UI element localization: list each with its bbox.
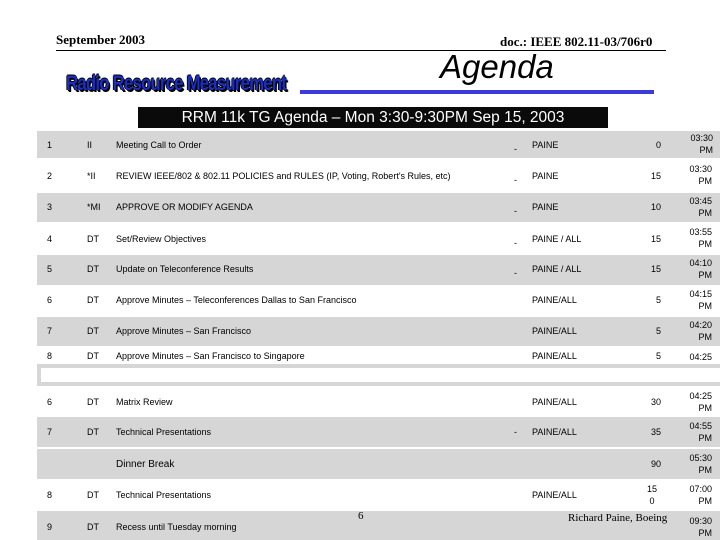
item-time: 05:30 PM <box>689 453 712 475</box>
item-duration: 90 <box>650 459 661 469</box>
item-number: 5 <box>47 264 53 274</box>
item-duration: 5 <box>655 351 661 361</box>
agenda-row <box>37 449 720 479</box>
item-type: *II <box>87 171 96 181</box>
item-presenter: PAINE <box>532 171 559 181</box>
item-title: Technical Presentations <box>116 490 212 500</box>
item-presenter: PAINE <box>532 202 559 212</box>
item-duration: 15 <box>650 234 661 244</box>
item-time: 04:15 PM <box>689 289 712 311</box>
agenda-row <box>37 255 720 285</box>
header-date: September 2003 <box>56 32 145 47</box>
item-time: 03:30 PM <box>690 133 713 155</box>
item-duration: 15 <box>650 171 661 181</box>
item-duration: 0 <box>655 140 661 150</box>
item-dash: - <box>514 427 517 437</box>
item-number: 3 <box>47 202 53 212</box>
item-dash: - <box>514 238 517 248</box>
item-title: Approve Minutes – San Francisco <box>116 326 252 336</box>
item-type: DT <box>87 522 99 532</box>
item-duration: 5 <box>655 295 661 305</box>
header-divider <box>56 50 666 51</box>
item-type: DT <box>87 326 99 336</box>
item-dash: - <box>514 144 517 154</box>
item-type: DT <box>87 397 99 407</box>
item-title: Dinner Break <box>116 459 175 470</box>
item-dash: - <box>514 268 517 278</box>
item-number: 1 <box>47 140 53 150</box>
item-title: Meeting Call to Order <box>116 140 202 150</box>
item-type: DT <box>87 234 99 244</box>
item-time: 04:25 PM <box>689 391 712 413</box>
item-presenter: PAINE/ALL <box>532 427 577 437</box>
item-presenter: PAINE/ALL <box>532 351 577 361</box>
item-type: DT <box>87 264 99 274</box>
item-title: Matrix Review <box>116 397 173 407</box>
agenda-row <box>37 480 720 510</box>
item-title: REVIEW IEEE/802 & 802.11 POLICIES and RULES (IP, Voting, Robert's Rules, etc) <box>116 171 451 181</box>
item-title: Set/Review Objectives <box>116 234 207 244</box>
agenda-row <box>37 317 720 346</box>
item-presenter: PAINE/ALL <box>532 490 577 500</box>
item-number: 6 <box>47 397 53 407</box>
item-number: 8 <box>47 490 53 500</box>
item-type: DT <box>87 427 99 437</box>
item-presenter: PAINE/ALL <box>532 397 577 407</box>
item-time: 04:55 PM <box>689 421 712 443</box>
item-time: 04:10 PM <box>689 258 712 280</box>
agenda-row <box>37 286 720 316</box>
item-time: 03:55 PM <box>689 227 712 249</box>
item-number: 2 <box>47 171 53 181</box>
item-title: APPROVE OR MODIFY AGENDA <box>116 202 253 212</box>
item-time: 03:30 PM <box>689 164 712 186</box>
agenda-row <box>37 224 720 254</box>
footer-author: Richard Paine, Boeing <box>568 512 668 524</box>
rrm-logo: Radio Resource Measurement <box>66 72 287 95</box>
agenda-row <box>37 193 720 222</box>
item-title: Recess until Tuesday morning <box>116 522 237 532</box>
agenda-row <box>37 347 720 364</box>
item-time: 04:25 <box>689 352 712 362</box>
item-presenter: PAINE / ALL <box>532 234 582 244</box>
item-presenter: PAINE / ALL <box>532 264 582 274</box>
item-time: 04:20 PM <box>689 320 712 342</box>
item-title: Technical Presentations <box>116 427 212 437</box>
item-number: 7 <box>47 427 53 437</box>
item-type: DT <box>87 351 99 361</box>
item-title: Approve Minutes – Teleconferences Dallas to San Francisco <box>116 295 357 305</box>
item-presenter: PAINE/ALL <box>532 326 577 336</box>
item-dash: - <box>514 206 517 216</box>
document-id: doc.: IEEE 802.11-03/706r0 <box>500 34 653 49</box>
agenda-row <box>37 417 720 447</box>
item-title: Update on Teleconference Results <box>116 264 254 274</box>
item-number: 8 <box>47 351 53 361</box>
item-dash: - <box>514 175 517 185</box>
item-type: II <box>87 140 93 150</box>
page-number: 6 <box>358 510 364 522</box>
item-number: 7 <box>47 326 53 336</box>
item-number: 9 <box>47 522 53 532</box>
item-presenter: PAINE <box>532 140 559 150</box>
agenda-row <box>37 386 720 416</box>
item-number: 4 <box>47 234 53 244</box>
item-time: 09:30 PM <box>689 516 712 538</box>
item-type: DT <box>87 295 99 305</box>
item-type: DT <box>87 490 99 500</box>
page-title: Agenda <box>440 48 554 85</box>
agenda-subtitle: RRM 11k TG Agenda – Mon 3:30-9:30PM Sep 15, 2003 <box>138 107 608 128</box>
item-number: 6 <box>47 295 53 305</box>
agenda-row <box>37 131 720 158</box>
item-time: 07:00 PM <box>689 484 712 506</box>
agenda-row <box>37 161 720 191</box>
item-duration: 5 <box>655 326 661 336</box>
item-duration: 30 <box>650 397 661 407</box>
item-type: *MI <box>87 202 101 212</box>
item-duration: 10 <box>650 202 661 212</box>
item-duration: 15 0 <box>646 484 657 506</box>
item-presenter: PAINE/ALL <box>532 295 577 305</box>
item-time: 03:45 PM <box>689 196 712 218</box>
item-title: Approve Minutes – San Francisco to Singapore <box>116 351 305 361</box>
section-separator <box>37 364 720 386</box>
item-duration: 35 <box>650 427 661 437</box>
title-accent-bar <box>300 90 654 94</box>
item-duration: 15 <box>650 264 661 274</box>
